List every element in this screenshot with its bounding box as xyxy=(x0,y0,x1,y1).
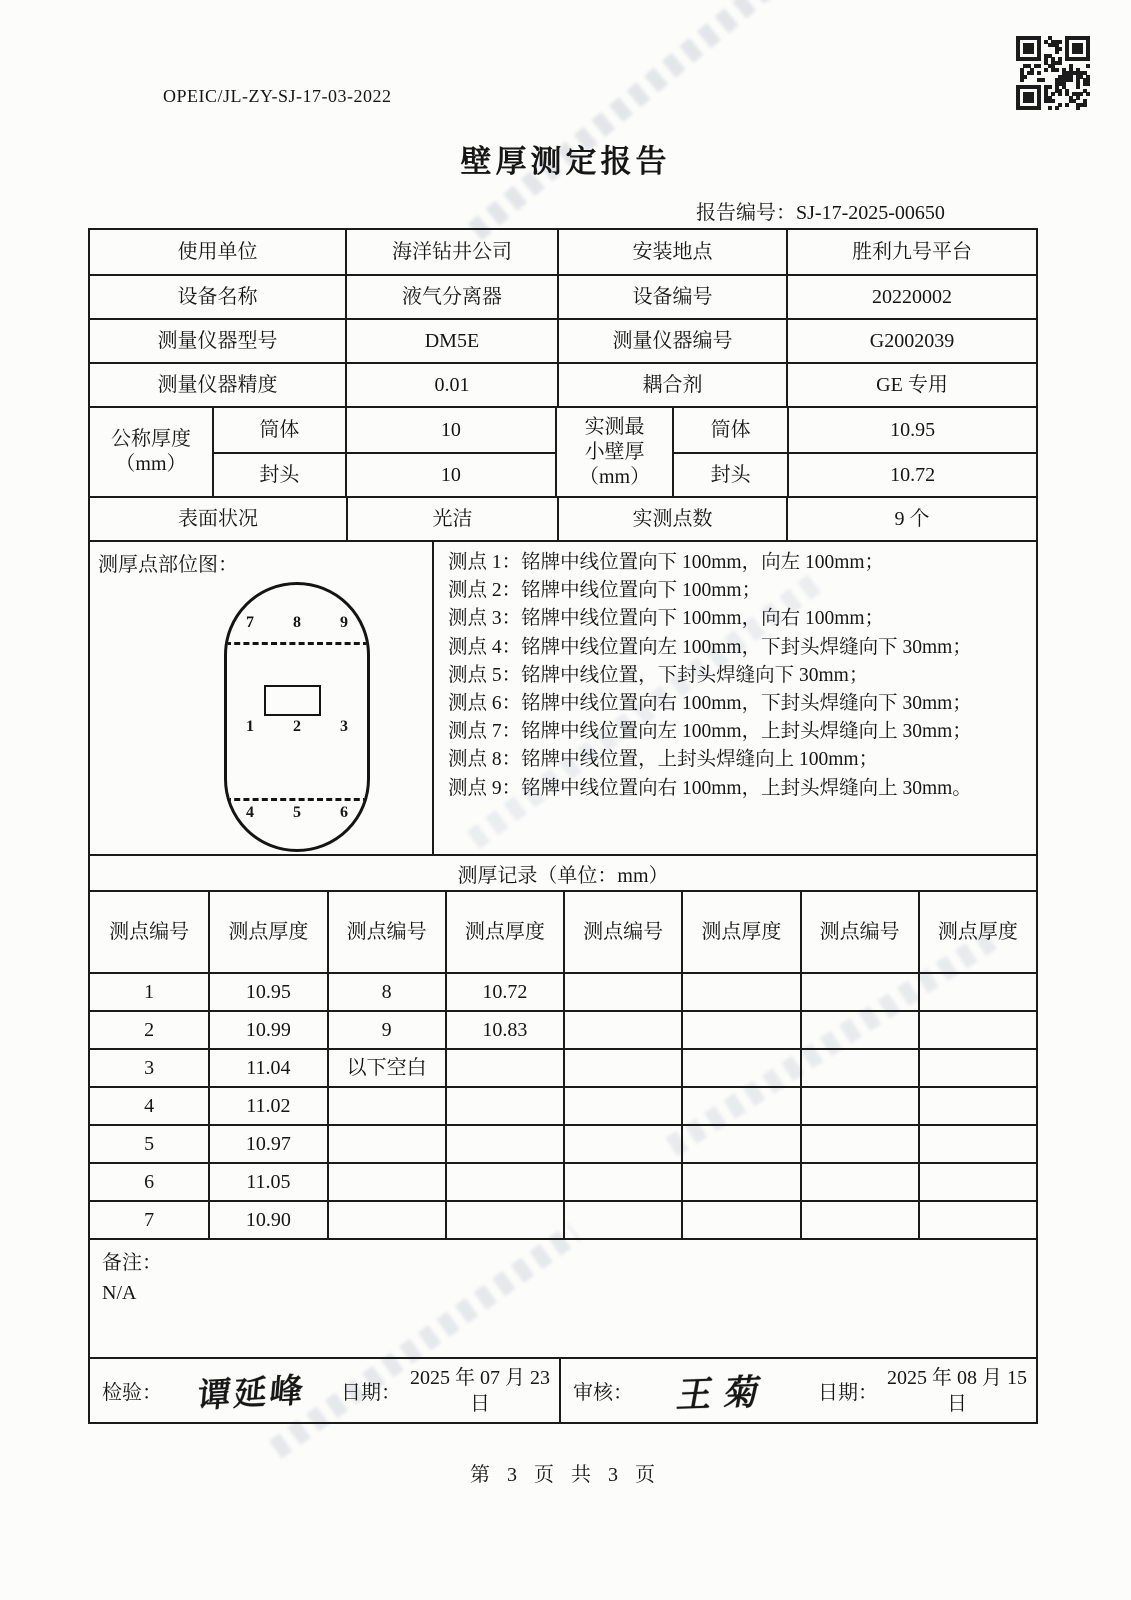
page-number: 第 3 页 共 3 页 xyxy=(470,1464,661,1486)
record-cell xyxy=(327,1126,445,1162)
record-cell: 11.05 xyxy=(208,1164,326,1200)
record-cell xyxy=(800,974,918,1010)
record-cell: 8 xyxy=(327,974,445,1010)
inspector-date-label: 日期： xyxy=(341,1382,401,1404)
record-cell xyxy=(445,1164,563,1200)
nominal-thickness-label: 公称厚度（mm） xyxy=(110,428,191,475)
record-cell xyxy=(563,1012,681,1048)
diagram-label: 测厚点部位图： xyxy=(98,554,238,576)
point-count-value: 9 个 xyxy=(786,498,1036,540)
column-header: 测点厚度 xyxy=(208,892,326,972)
nominal-value: 10 xyxy=(345,408,555,452)
record-cell xyxy=(918,1050,1036,1086)
field-value: G2002039 xyxy=(786,320,1036,362)
record-cell xyxy=(681,1202,799,1238)
point-number: 6 xyxy=(340,804,348,821)
record-cell xyxy=(327,1164,445,1200)
field-label: 设备名称 xyxy=(177,285,258,308)
record-row xyxy=(90,972,1036,1010)
point-number: 9 xyxy=(340,614,348,631)
signoff-row xyxy=(90,1357,1036,1422)
vessel-outline xyxy=(224,582,370,852)
thickness-section xyxy=(90,406,1036,496)
inspector-signoff xyxy=(90,1359,559,1422)
remarks-value: N/A xyxy=(102,1282,137,1304)
measured-value: 10.72 xyxy=(787,452,1036,496)
report-number-label: 报告编号： xyxy=(696,202,796,224)
reviewer-date-label: 日期： xyxy=(818,1382,878,1404)
measured-min-label: 实测最小壁厚（mm） xyxy=(555,408,672,496)
inspector-date: 2025 年 07 月 23 日 xyxy=(410,1366,550,1415)
record-cell xyxy=(800,1050,918,1086)
point-count-label: 实测点数 xyxy=(557,498,786,540)
field-value: DM5E xyxy=(345,320,557,362)
report-number xyxy=(696,196,945,225)
point-descriptions xyxy=(432,542,1036,854)
field-label: 安装地点 xyxy=(557,230,786,274)
point-number: 7 xyxy=(246,614,254,631)
record-cell: 1 xyxy=(144,980,155,1003)
field-label: 测量仪器型号 xyxy=(157,329,278,352)
inspector-signature-wrap xyxy=(162,1367,341,1414)
inspector-label: 检验： xyxy=(102,1382,162,1404)
record-row xyxy=(90,1010,1036,1048)
qr-code xyxy=(1016,36,1090,110)
field-label: 设备编号 xyxy=(557,276,786,318)
record-cell xyxy=(681,1050,799,1086)
record-cell xyxy=(445,1126,563,1162)
record-cell xyxy=(563,1050,681,1086)
record-cell: 10.83 xyxy=(445,1012,563,1048)
remarks-label: 备注： xyxy=(102,1252,162,1274)
reviewer-date: 2025 年 08 月 15 日 xyxy=(887,1366,1027,1415)
record-cell xyxy=(445,1050,563,1086)
record-cell: 10.90 xyxy=(208,1202,326,1238)
weld-seam-line xyxy=(225,642,369,645)
record-cell: 10.95 xyxy=(208,974,326,1010)
record-cell xyxy=(445,1202,563,1238)
record-band: 测厚记录（单位：mm） xyxy=(90,854,1036,890)
record-cell: 以下空白 xyxy=(327,1050,445,1086)
record-cell xyxy=(681,1164,799,1200)
reviewer-signature: 王菊 xyxy=(674,1371,776,1415)
point-description: 测点 8：铭牌中线位置，上封头焊缝向上 100mm； xyxy=(448,749,879,771)
record-cell xyxy=(681,1012,799,1048)
record-row xyxy=(90,1162,1036,1200)
report-number-value: SJ-17-2025-00650 xyxy=(796,202,945,224)
record-cell: 2 xyxy=(144,1018,155,1041)
record-cell: 3 xyxy=(144,1056,155,1079)
record-cell xyxy=(563,1164,681,1200)
point-number: 8 xyxy=(293,614,301,631)
record-cell: 11.02 xyxy=(208,1088,326,1124)
surface-label: 表面状况 xyxy=(177,507,258,530)
weld-seam-line xyxy=(225,798,369,801)
inspector-signature: 谭延峰 xyxy=(195,1373,307,1415)
field-value: GE 专用 xyxy=(786,364,1036,406)
column-header: 测点厚度 xyxy=(681,892,799,972)
record-cell xyxy=(681,1126,799,1162)
table-row xyxy=(90,274,1036,318)
record-cell: 5 xyxy=(144,1132,155,1155)
column-header: 测点厚度 xyxy=(445,892,563,972)
record-cell xyxy=(800,1126,918,1162)
point-description: 测点 6：铭牌中线位置向右 100mm，下封头焊缝向下 30mm； xyxy=(448,693,972,715)
record-cell xyxy=(563,1126,681,1162)
record-cell xyxy=(800,1202,918,1238)
record-row xyxy=(90,1086,1036,1124)
field-value: 海洋钻井公司 xyxy=(345,230,557,274)
record-cell xyxy=(445,1088,563,1124)
record-cell xyxy=(681,1088,799,1124)
record-row xyxy=(90,1048,1036,1086)
reviewer-signature-wrap xyxy=(633,1366,818,1416)
document-code: OPEIC/JL-ZY-SJ-17-03-2022 xyxy=(163,86,392,106)
record-row xyxy=(90,1200,1036,1238)
column-header: 测点编号 xyxy=(327,892,445,972)
field-value: 20220002 xyxy=(786,276,1036,318)
point-number: 1 xyxy=(246,718,254,735)
report-table xyxy=(88,228,1038,1424)
field-label: 测量仪器编号 xyxy=(557,320,786,362)
point-number-row xyxy=(227,614,367,632)
record-cell xyxy=(800,1012,918,1048)
table-row xyxy=(90,318,1036,362)
part-label: 筒体 xyxy=(672,408,787,452)
record-cell xyxy=(681,974,799,1010)
point-number: 4 xyxy=(246,804,254,821)
record-cell xyxy=(918,1202,1036,1238)
record-cell: 9 xyxy=(327,1012,445,1048)
column-header: 测点编号 xyxy=(800,892,918,972)
nameplate-rect xyxy=(264,685,321,716)
record-cell: 4 xyxy=(144,1094,155,1117)
point-description: 测点 9：铭牌中线位置向右 100mm，上封头焊缝向上 30mm。 xyxy=(448,777,972,799)
record-cell xyxy=(918,1088,1036,1124)
surface-value: 光洁 xyxy=(346,498,557,540)
page-title: 壁厚测定报告 xyxy=(460,144,671,179)
point-description: 测点 3：铭牌中线位置向下 100mm，向右 100mm； xyxy=(448,608,885,630)
column-header: 测点厚度 xyxy=(918,892,1036,972)
point-number: 5 xyxy=(293,804,301,821)
reviewer-signoff xyxy=(559,1359,1036,1422)
record-cell xyxy=(918,1164,1036,1200)
field-label: 测量仪器精度 xyxy=(157,373,278,396)
record-cell: 7 xyxy=(144,1208,155,1231)
field-value: 0.01 xyxy=(345,364,557,406)
record-row xyxy=(90,1124,1036,1162)
diagram-section xyxy=(90,540,1036,854)
record-cell xyxy=(800,1164,918,1200)
remarks-cell xyxy=(90,1238,1036,1357)
point-description: 测点 2：铭牌中线位置向下 100mm； xyxy=(448,580,762,602)
point-number-row xyxy=(227,804,367,822)
record-cell: 11.04 xyxy=(208,1050,326,1086)
point-number: 3 xyxy=(340,718,348,735)
nominal-value: 10 xyxy=(345,452,555,496)
table-row xyxy=(90,230,1036,274)
record-cell: 6 xyxy=(144,1170,155,1193)
point-number: 2 xyxy=(293,718,301,735)
record-cell xyxy=(563,974,681,1010)
record-cell xyxy=(563,1088,681,1124)
record-cell xyxy=(327,1088,445,1124)
record-cell: 10.97 xyxy=(208,1126,326,1162)
point-number-row xyxy=(227,718,367,736)
part-label: 筒体 xyxy=(212,408,345,452)
part-label: 封头 xyxy=(212,452,345,496)
record-cell xyxy=(327,1202,445,1238)
measured-value: 10.95 xyxy=(787,408,1036,452)
column-header: 测点编号 xyxy=(109,920,190,943)
record-cell xyxy=(918,1126,1036,1162)
reviewer-label: 审核： xyxy=(573,1382,633,1404)
field-value: 液气分离器 xyxy=(345,276,557,318)
table-row xyxy=(90,496,1036,540)
point-description: 测点 5：铭牌中线位置，下封头焊缝向下 30mm； xyxy=(448,664,869,686)
point-description: 测点 1：铭牌中线位置向下 100mm，向左 100mm； xyxy=(448,552,885,573)
field-value: 胜利九号平台 xyxy=(786,230,1036,274)
record-cell xyxy=(918,974,1036,1010)
column-header: 测点编号 xyxy=(563,892,681,972)
table-row xyxy=(90,362,1036,406)
field-label: 使用单位 xyxy=(177,240,258,263)
point-description: 测点 7：铭牌中线位置向左 100mm，上封头焊缝向上 30mm； xyxy=(448,721,972,743)
record-cell xyxy=(800,1088,918,1124)
part-label: 封头 xyxy=(672,452,787,496)
record-header-row xyxy=(90,890,1036,972)
record-cell xyxy=(563,1202,681,1238)
record-cell xyxy=(918,1012,1036,1048)
record-cell: 10.99 xyxy=(208,1012,326,1048)
point-description: 测点 4：铭牌中线位置向左 100mm，下封头焊缝向下 30mm； xyxy=(448,636,972,658)
field-label: 耦合剂 xyxy=(557,364,786,406)
diagram-cell xyxy=(90,542,432,854)
record-cell: 10.72 xyxy=(445,974,563,1010)
